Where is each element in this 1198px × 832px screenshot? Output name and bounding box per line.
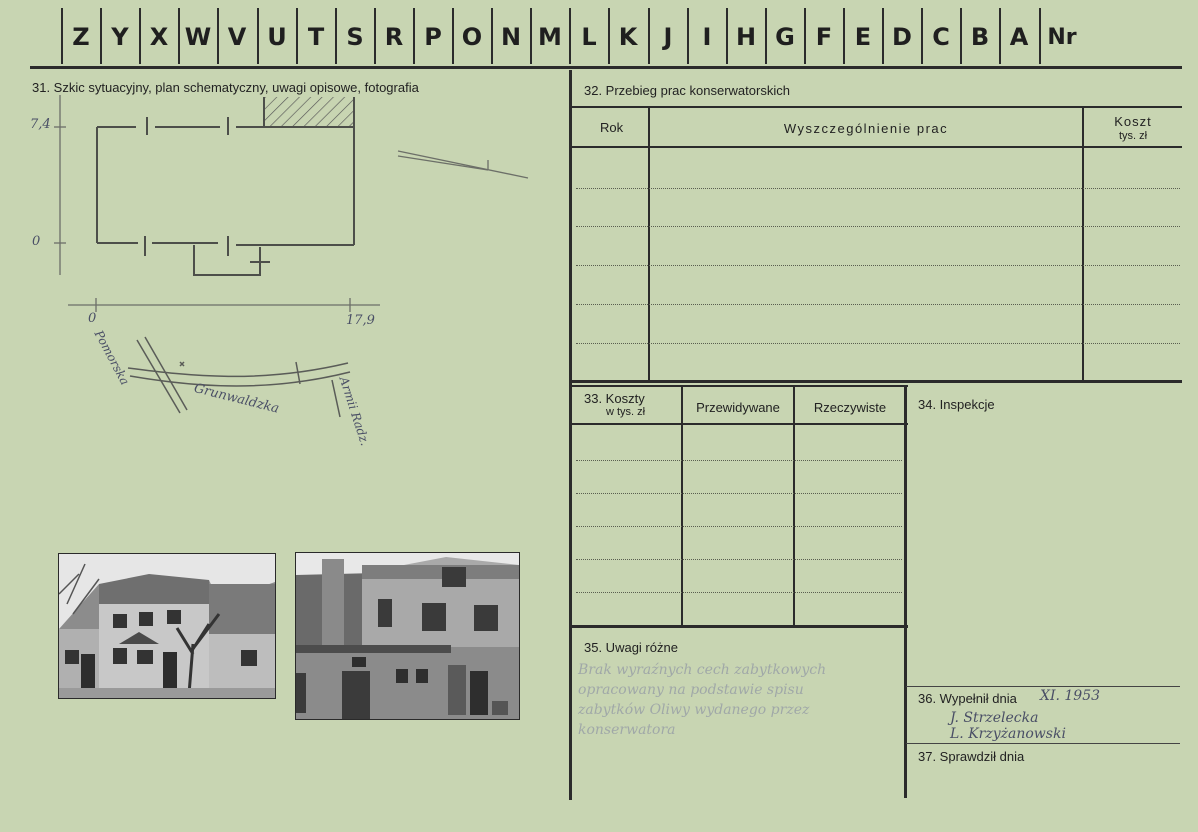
column-koszt-unit: tys. zł (1118, 130, 1148, 142)
author-name: J. Strzelecka (950, 710, 1039, 726)
street-label-armii: Armii Radz. (336, 375, 373, 448)
dimension-height-label: 7,4 (30, 117, 51, 132)
letter-index-d: D (892, 23, 912, 51)
column-przewidywane: Przewidywane (696, 400, 780, 415)
column-wyszczegolnienie: Wyszczególnienie prac (783, 121, 949, 136)
right-column-divider (904, 386, 907, 798)
street-label-pomorska: Pomorska (91, 328, 133, 388)
s32-header-rule (571, 106, 1182, 108)
letter-index-w: W (184, 23, 212, 51)
section-31-title: 31. Szkic sytuacyjny, plan schematyczny, uwagi opisowe, fotografia (32, 80, 419, 95)
letter-index-z: Z (72, 23, 90, 51)
letter-index-p: P (424, 23, 442, 51)
letter-index-m: M (538, 23, 562, 51)
letter-index-e: E (854, 23, 872, 51)
letter-index-h: H (735, 23, 757, 51)
s33-row-line (576, 460, 902, 461)
letter-index-j: J (663, 23, 673, 51)
s33-row-line (576, 526, 902, 527)
s32-row-line (576, 226, 1180, 227)
letter-index-o: O (461, 23, 483, 51)
s32-col-divider-1 (648, 107, 650, 381)
column-rok: Rok (600, 120, 624, 135)
author-name: L. Krzyżanowski (950, 726, 1066, 742)
building-outline (97, 97, 354, 275)
column-rzeczywiste: Rzeczywiste (813, 400, 887, 415)
section-32-title: 32. Przebieg prac konserwatorskich (584, 83, 790, 98)
letter-index-i: I (702, 23, 712, 51)
letter-index-t: T (307, 23, 325, 51)
letter-index-b: B (970, 23, 990, 51)
section-33-title: 33. Koszty (584, 391, 645, 406)
letter-index-l: L (581, 23, 597, 51)
letter-index-y: Y (111, 23, 129, 51)
dimension-zero-bottom: 0 (88, 311, 97, 326)
letter-index-u: U (267, 23, 287, 51)
s33-row-line (576, 592, 902, 593)
note-line: zabytków Oliwy wydanego przez (578, 702, 810, 718)
letter-index-s: S (346, 23, 364, 51)
letter-index-x: X (149, 23, 169, 51)
street-label-grunwaldzka: Grunwaldzka (192, 381, 281, 417)
s33-top-rule (571, 385, 908, 387)
photo-building-front (58, 553, 276, 699)
s33-row-line (576, 493, 902, 494)
s32-row-line (576, 304, 1180, 305)
s32-row-line (576, 343, 1180, 344)
section-36-title: 36. Wypełnił dnia (918, 691, 1017, 706)
section-35-note (578, 660, 904, 740)
letter-index-n: N (500, 23, 522, 51)
note-line: Brak wyraźnych cech zabytkowych (578, 662, 827, 678)
s32-bottom-rule (571, 380, 1182, 383)
section-34-title: 34. Inspekcje (918, 397, 995, 412)
s32-header-bottom (571, 146, 1182, 148)
column-koszt: Koszt (1114, 114, 1152, 129)
note-line: opracowany na podstawie spisu (578, 682, 804, 698)
dimension-width-label: 17,9 (346, 313, 375, 328)
s32-col-divider-2 (1082, 107, 1084, 381)
letter-index-v: V (227, 23, 247, 51)
s33-bottom-rule (571, 625, 908, 628)
section-37-title: 37. Sprawdził dnia (918, 749, 1025, 764)
photo-building-rear (295, 552, 520, 720)
s32-row-line (576, 265, 1180, 266)
situational-sketch (0, 0, 570, 470)
s33-col-divider-2 (793, 386, 795, 626)
letter-index-g: G (775, 23, 795, 51)
letter-index-k: K (618, 23, 638, 51)
letter-index-a: A (1009, 23, 1029, 51)
letter-index-nr: Nr (1047, 24, 1077, 50)
filled-date: XI. 1953 (1040, 688, 1101, 704)
s36-top-rule (906, 686, 1180, 687)
letter-index-f: F (815, 23, 833, 51)
s32-row-line (576, 188, 1180, 189)
dimension-zero-left: 0 (32, 234, 41, 249)
s37-top-rule (906, 743, 1180, 744)
s33-col-divider-1 (681, 386, 683, 626)
section-35-title: 35. Uwagi różne (584, 640, 678, 655)
note-line: konserwatora (578, 722, 676, 738)
letter-index-c: C (932, 23, 950, 51)
s33-row-line (576, 559, 902, 560)
s33-header-bottom (571, 423, 908, 425)
section-33-unit: w tys. zł (606, 406, 646, 418)
letter-index-r: R (384, 23, 404, 51)
